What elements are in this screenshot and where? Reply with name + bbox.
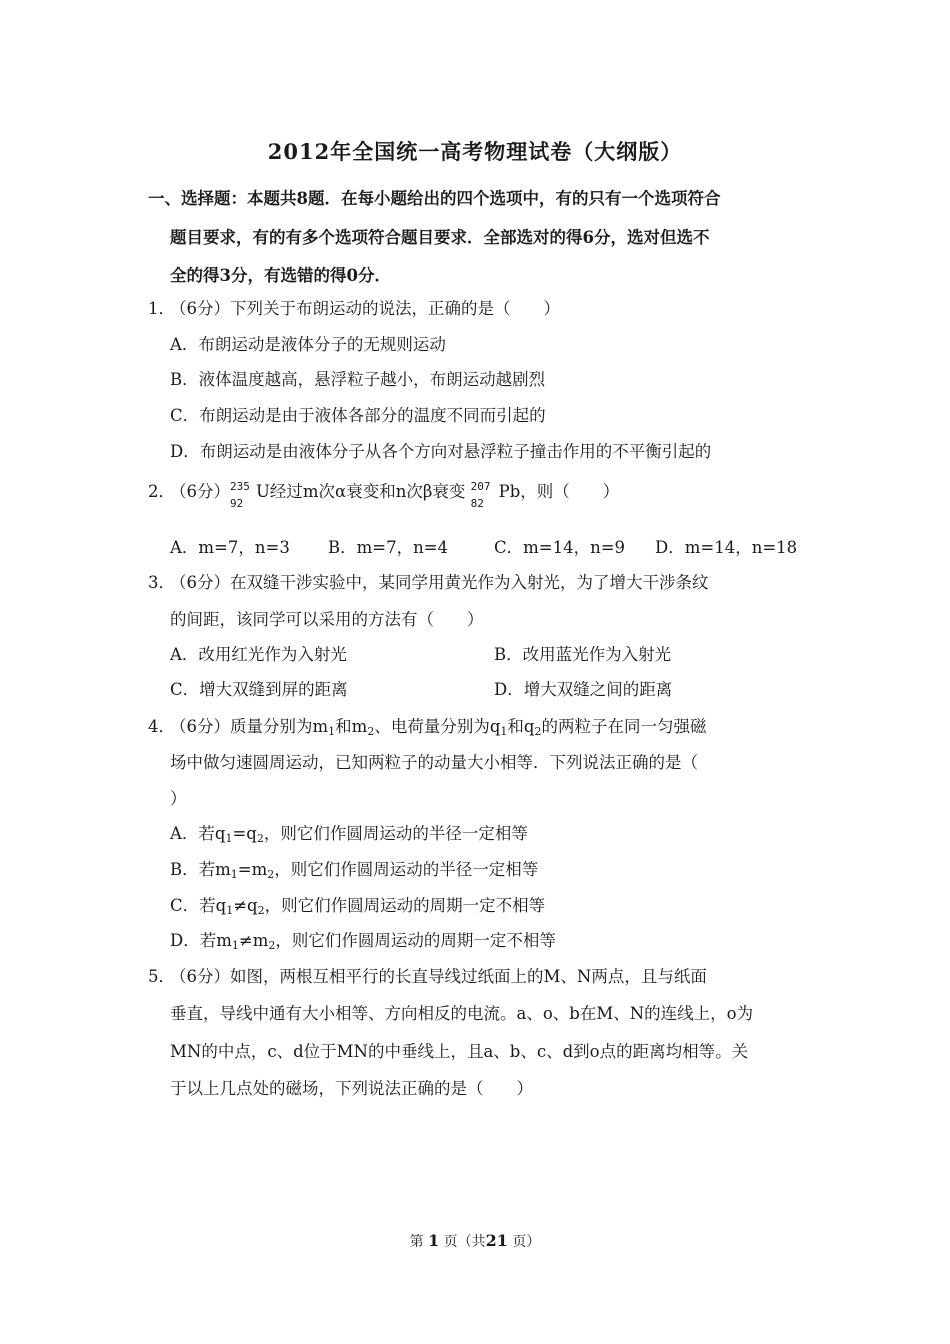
q4-text-a: （6分）质量分别为m <box>170 717 329 736</box>
option-b-post: ，则它们作圆周运动的半径一定相等 <box>274 860 539 879</box>
uranium-atomic-number: 92 <box>230 497 244 510</box>
section-header-line-1: 一、选择题：本题共8题．在每小题给出的四个选项中，有的只有一个选项符合 <box>148 189 721 208</box>
footer-suffix: 页） <box>512 1234 541 1250</box>
question-3-number: 3． <box>148 573 175 592</box>
footer-middle: 页（共 <box>443 1234 486 1250</box>
option-d-mid: ≠m <box>238 931 269 950</box>
question-4-number: 4． <box>148 717 175 736</box>
question-2-number: 2． <box>148 482 175 501</box>
question-5-number: 5． <box>148 967 175 986</box>
option-d-post: ，则它们作圆周运动的周期一定不相等 <box>275 931 556 950</box>
question-5-stem-line-2: 垂直，导线中通有大小相等、方向相反的电流。a、o、b在M、N的连线上，o为 <box>170 1004 754 1023</box>
lead-atomic-number: 82 <box>470 497 484 510</box>
question-1-number: 1． <box>148 299 175 318</box>
subscript-2: 2 <box>256 832 264 845</box>
subscript-2: 2 <box>268 939 276 952</box>
subscript-2: 2 <box>267 868 275 881</box>
question-2-stem-middle: 经过m次α衰变和n次β衰变 <box>269 482 466 501</box>
uranium-mass-number: 235 <box>230 480 250 493</box>
question-4-option-b <box>170 859 538 886</box>
question-2-stem <box>170 480 620 510</box>
option-b-mid: =m <box>237 860 268 879</box>
uranium-nuclide <box>230 480 256 510</box>
option-b-pre: B．若m <box>170 860 231 879</box>
question-3-option-b: B．改用蓝光作为入射光 <box>494 645 672 664</box>
subscript-1: 1 <box>225 832 233 845</box>
question-2-stem-end: ，则（ ） <box>520 482 620 501</box>
question-4-option-a <box>170 823 528 850</box>
q4-text-c: 、电荷量分别为q <box>374 717 501 736</box>
question-1-option-c: C．布朗运动是由于液体各部分的温度不同而引起的 <box>170 406 546 425</box>
option-d-pre: D．若m <box>170 931 232 950</box>
question-4-stem-line-1 <box>170 716 706 743</box>
page-number: 1 <box>428 1231 440 1250</box>
section-header-line-3: 全的得3分，有选错的得0分． <box>170 266 391 285</box>
lead-nuclide <box>470 480 499 510</box>
question-2-points: （6分） <box>170 482 230 501</box>
footer-prefix: 第 <box>409 1234 424 1250</box>
question-2-option-b: B．m=7，n=4 <box>328 538 449 557</box>
q4-text-b: 和m <box>335 717 368 736</box>
option-a-pre: A．若q <box>170 824 226 843</box>
option-a-post: ，则它们作圆周运动的半径一定相等 <box>263 824 528 843</box>
question-4-option-c <box>170 895 545 922</box>
question-4-option-d <box>170 930 556 957</box>
section-header-line-2: 题目要求，有的有多个选项符合题目要求．全部选对的得6分，选对但选不 <box>170 228 710 247</box>
option-c-mid: ≠q <box>233 896 258 915</box>
question-2-option-d: D．m=14，n=18 <box>655 538 798 557</box>
question-5-stem-line-3: MN的中点，c、d位于MN的中垂线上，且a、b、c、d到o点的距离均相等。关 <box>170 1042 749 1061</box>
question-4-stem-line-3: ） <box>170 789 187 808</box>
question-1-option-b: B．液体温度越高，悬浮粒子越小，布朗运动越剧烈 <box>170 370 546 389</box>
question-3-stem-line-1: （6分）在双缝干涉实验中，某同学用黄光作为入射光，为了增大干涉条纹 <box>170 573 709 592</box>
question-5-stem-line-1: （6分）如图，两根互相平行的长直导线过纸面上的M、N两点，且与纸面 <box>170 967 707 986</box>
q4-text-e: 的两粒子在同一匀强磁 <box>541 717 707 736</box>
subscript-1: 1 <box>226 904 234 917</box>
lead-symbol: Pb <box>498 482 521 501</box>
question-3-option-d: D．增大双缝之间的距离 <box>494 680 673 699</box>
uranium-symbol: U <box>256 482 270 501</box>
subscript-1: 1 <box>500 725 508 738</box>
question-1-option-a: A．布朗运动是液体分子的无规则运动 <box>170 335 446 354</box>
subscript-1: 1 <box>230 868 238 881</box>
subscript-2: 2 <box>257 904 265 917</box>
page-footer <box>0 1231 950 1251</box>
option-c-post: ，则它们作圆周运动的周期一定不相等 <box>264 896 546 915</box>
question-3-stem-line-2: 的间距，该同学可以采用的方法有（ ） <box>170 610 484 629</box>
question-1-option-d: D．布朗运动是由液体分子从各个方向对悬浮粒子撞击作用的不平衡引起的 <box>170 442 712 461</box>
question-3-option-a: A．改用红光作为入射光 <box>170 645 347 664</box>
question-4-stem-line-2: 场中做匀速圆周运动，已知两粒子的动量大小相等．下列说法正确的是（ <box>170 753 698 772</box>
subscript-1: 1 <box>328 725 336 738</box>
question-1-stem: （6分）下列关于布朗运动的说法，正确的是（ ） <box>170 299 560 318</box>
question-2-option-a: A．m=7，n=3 <box>170 538 290 557</box>
subscript-2: 2 <box>367 725 375 738</box>
question-5-stem-line-4: 于以上几点处的磁场，下列说法正确的是（ ） <box>170 1079 533 1098</box>
page-title: 2012年全国统一高考物理试卷（大纲版） <box>267 139 683 164</box>
option-c-pre: C．若q <box>170 896 227 915</box>
question-2-option-c: C．m=14，n=9 <box>494 538 626 557</box>
lead-mass-number: 207 <box>470 480 491 493</box>
subscript-1: 1 <box>231 939 239 952</box>
q4-text-d: 和q <box>507 717 535 736</box>
option-a-mid: =q <box>232 824 257 843</box>
subscript-2: 2 <box>534 725 542 738</box>
total-pages: 21 <box>485 1231 508 1250</box>
question-3-option-c: C．增大双缝到屏的距离 <box>170 680 348 699</box>
